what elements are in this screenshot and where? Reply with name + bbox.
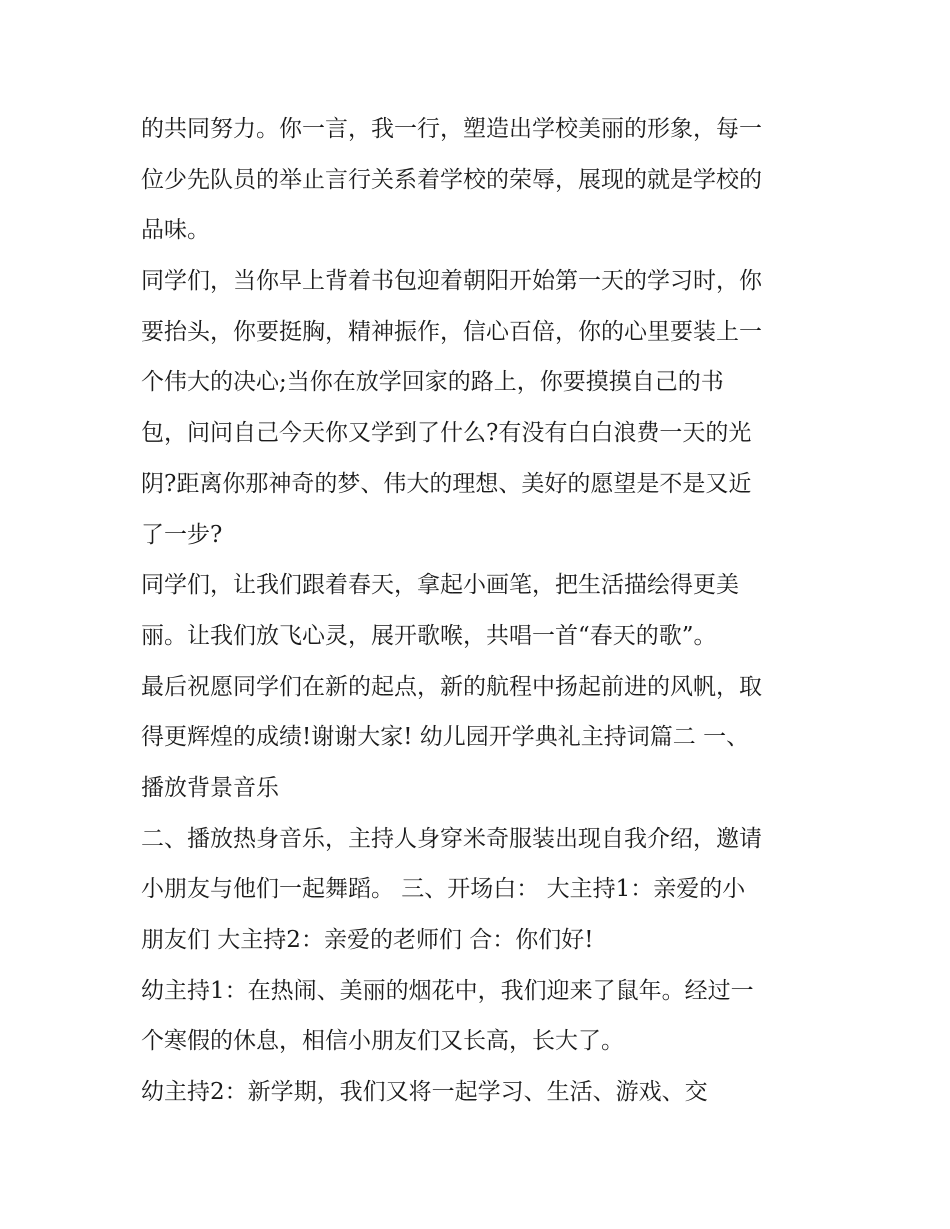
- text-line: 幼主持1：在热闹、美丽的烟花中，我们迎来了鼠年。经过一: [141, 977, 754, 1004]
- text-line: 小朋友与他们一起舞蹈。 三、开场白： 大主持1：亲爱的小: [141, 876, 746, 903]
- text-line: 品味。: [141, 217, 210, 244]
- text-line: 同学们，当你早上背着书包迎着朝阳开始第一天的学习时，你: [141, 268, 762, 295]
- text-line: 要抬头，你要挺胸，精神振作，信心百倍，你的心里要装上一: [141, 318, 762, 345]
- text-line: 阴?距离你那神奇的梦、伟大的理想、美好的愿望是不是又近: [141, 470, 752, 497]
- text-line: 同学们，让我们跟着春天，拿起小画笔，把生活描绘得更美: [141, 572, 739, 599]
- text-line: 播放背景音乐: [141, 774, 279, 801]
- text-line: 的共同努力。你一言，我一行，塑造出学校美丽的形象，每一: [141, 116, 762, 142]
- text-line: 得更辉煌的成绩!谢谢大家! 幼儿园开学典礼主持词篇二 一、: [141, 724, 750, 751]
- text-line: 个寒假的休息，相信小朋友们又长高，长大了。: [141, 1028, 624, 1055]
- text-line: 位少先队员的举止言行关系着学校的荣辱，展现的就是学校的: [141, 166, 762, 193]
- document-text-body: [141, 104, 821, 1118]
- text-line: 包，问问自己今天你又学到了什么?有没有白白浪费一天的光: [141, 420, 752, 447]
- text-line: 幼主持2：新学期，我们又将一起学习、生活、游戏、交: [141, 1079, 708, 1106]
- text-line: 朋友们 大主持2：亲爱的老师们 合：你们好!: [141, 927, 594, 953]
- text-line: 了一步?: [141, 521, 223, 548]
- text-line: 个伟大的决心;当你在放学回家的路上，你要摸摸自己的书: [141, 369, 724, 396]
- text-line: 丽。让我们放飞心灵，展开歌喉，共唱一首“春天的歌”。: [141, 622, 717, 649]
- text-line: 最后祝愿同学们在新的起点，新的航程中扬起前进的风帆，取: [141, 673, 762, 700]
- text-line: 二、播放热身音乐，主持人身穿米奇服装出现自我介绍，邀请: [141, 825, 762, 852]
